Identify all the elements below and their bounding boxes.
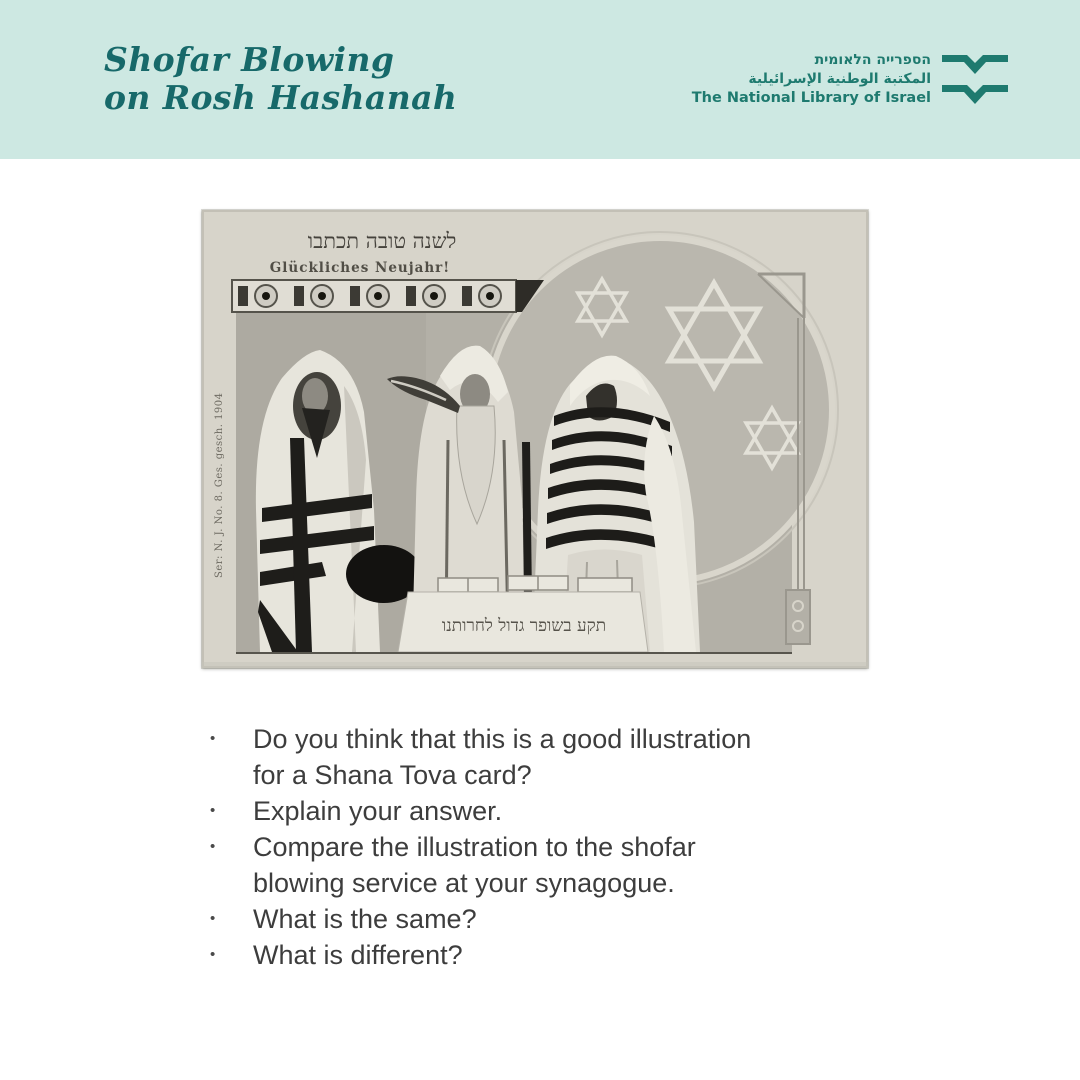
question-line: Explain your answer. [253, 796, 503, 826]
question-text [253, 793, 885, 829]
list-item [205, 937, 885, 973]
postcard-image [202, 210, 868, 668]
open-book-icon [942, 84, 1008, 105]
list-item [205, 721, 885, 793]
bullet-icon: • [210, 910, 216, 927]
bullet-icon: • [210, 802, 216, 819]
page-title [104, 41, 457, 117]
question-line: blowing service at your synagogue. [253, 868, 675, 898]
ornament-band [232, 280, 544, 312]
question-text [253, 829, 885, 901]
list-item [205, 793, 885, 829]
question-line: Do you think that this is a good illustration [253, 724, 752, 754]
question-line: for a Shana Tova card? [253, 760, 532, 790]
page-title-line1: Shofar Blowing [104, 40, 395, 79]
nli-logo-text [692, 52, 931, 107]
list-item [205, 829, 885, 901]
question-line: What is different? [253, 940, 463, 970]
postcard-caption-hebrew: תקע בשופר גדול לחרותנו [441, 616, 607, 636]
bullet-icon: • [210, 838, 216, 855]
list-item [205, 901, 885, 937]
postcard-greeting-hebrew: לשנה טובה תכתבו [307, 229, 457, 253]
bullet-icon: • [210, 946, 216, 963]
nli-logo-marks [942, 52, 1008, 107]
question-text [253, 721, 885, 793]
bullet-icon: • [210, 730, 216, 747]
nli-logo-arabic: المكتبة الوطنية الإسرائيلية [748, 71, 931, 87]
question-text [253, 937, 885, 973]
postcard-greeting-german: Glückliches Neujahr! [269, 260, 451, 276]
question-line: Compare the illustration to the shofar [253, 832, 696, 862]
header-band [0, 0, 1080, 159]
nli-logo [692, 52, 1008, 107]
postcard-serial-text: Ser: N. J. No. 8. Ges. gesch. 1904 [214, 392, 225, 578]
page-title-line2: on Rosh Hashanah [104, 78, 458, 117]
nli-logo-english: The National Library of Israel [691, 90, 931, 106]
postcard-bottom-shade [202, 662, 868, 668]
question-line: What is the same? [253, 904, 477, 934]
nli-logo-hebrew: הספרייה הלאומית [814, 52, 931, 68]
postcard-illustration [202, 210, 868, 668]
open-book-icon [942, 54, 1008, 75]
question-text [253, 901, 885, 937]
question-list [205, 721, 885, 973]
